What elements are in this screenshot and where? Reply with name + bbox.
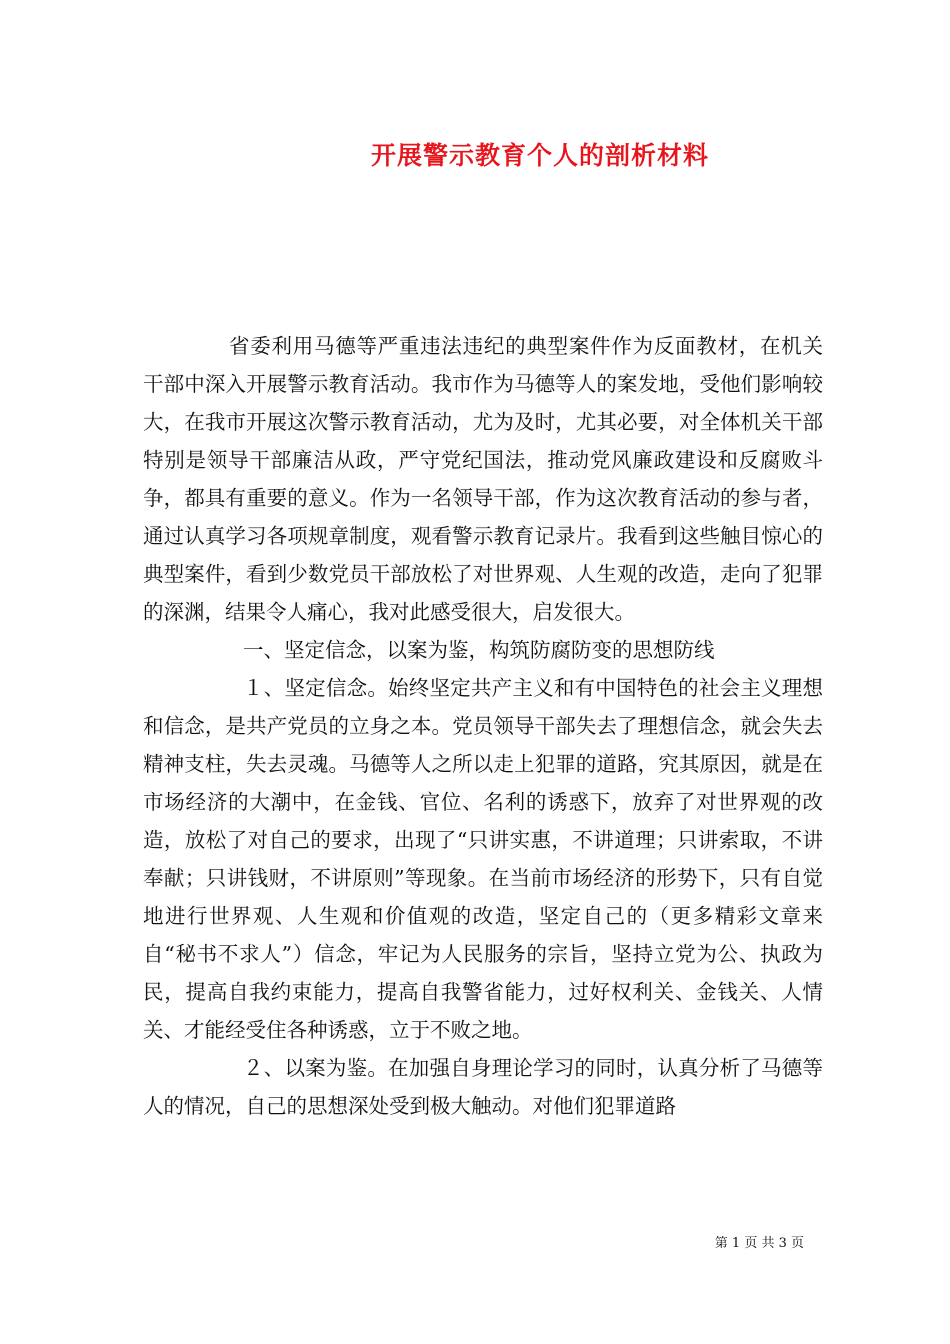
paragraph-intro: 省委利用马德等严重违法违纪的典型案件作为反面教材，在机关干部中深入开展警示教育活动。我市作为马德等人的案发地，受他们影响较大，在我市开展这次警示教育活动，尤为及时，尤其必要，对全体机关干部特别是领导干部廉洁从政，严守党纪国法，推动党风廉政建设和反腐败斗争，都具有重要的意义。作为一名领导干部，作为这次教育活动的参与者，通过认真学习各项规章制度，观看警示教育记录片。我看到这些触目惊心的典型案件，看到少数党员干部放松了对世界观、人生观的改造，走向了犯罪的深渊，结果令人痛心，我对此感受很大，启发很大。 [143, 334, 823, 624]
document-title: 开展警示教育个人的剖析材料 [370, 141, 709, 170]
page-number: 第 1 页 共 3 页 [714, 1236, 804, 1251]
section-heading-1: 一、坚定信念，以案为鉴，构筑防腐防变的思想防线 [243, 638, 715, 662]
paragraph-item-1: １、坚定信念。始终坚定共产主义和有中国特色的社会主义理想和信念，是共产党员的立身之本。党员领导干部失去了理想信念，就会失去精神支柱，失去灵魂。马德等人之所以走上犯罪的道路，究其原因，就是在市场经济的大潮中，在金钱、官位、名利的诱惑下，放弃了对世界观的改造，放松了对自己的要求，出现了“只讲实惠，不讲道理；只讲索取，不讲奉献；只讲钱财，不讲原则”等现象。在当前市场经济的形势下，只有自觉地进行世界观、人生观和价值观的改造，坚定自己的（更多精彩文章来自“秘书不求人”）信念，牢记为人民服务的宗旨，坚持立党为公、执政为民，提高自我约束能力，提高自我警省能力，过好权利关、金钱关、人情关、才能经受住各种诱惑，立于不败之地。 [143, 676, 823, 1042]
document-body [143, 327, 823, 1125]
paragraph-item-2: ２、以案为鉴。在加强自身理论学习的同时，认真分析了马德等人的情况，自己的思想深处受到极大触动。对他们犯罪道路 [143, 1056, 823, 1118]
